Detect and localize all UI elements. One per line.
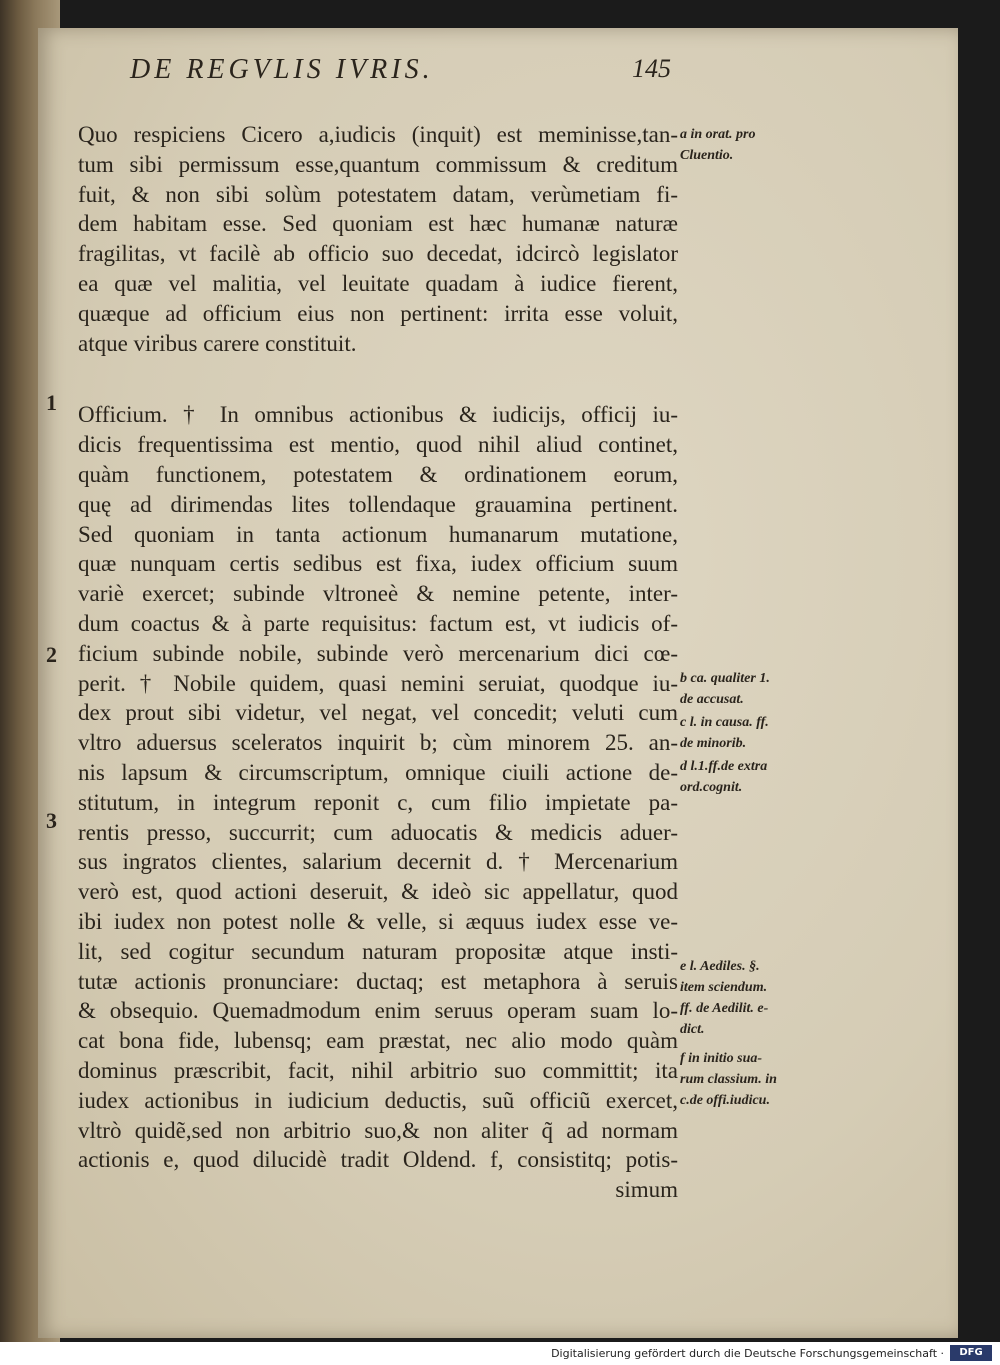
text-line: quàm functionem, potestatem & ordinationem eorum, (78, 461, 678, 487)
text-line: ficium subinde nobile, subinde verò mercenarium dici cœ- (78, 640, 678, 666)
text-line: verò est, quod actioni deseruit, & ideò sic appellatur, quod (78, 879, 678, 905)
text-line: atque viribus carere constituit. (78, 330, 357, 356)
marginal-note-b (680, 668, 840, 710)
note-line: e l. Aediles. §. (680, 959, 760, 974)
text-line: iudex actionibus in iudicium deductis, suũ officiũ exercet, (78, 1087, 678, 1113)
text-line: dominus præscribit, facit, nihil arbitrio suo committit; ita (78, 1057, 678, 1083)
dfg-logo: DFG (950, 1345, 992, 1361)
note-line: de minorib. (680, 736, 747, 751)
main-text (78, 120, 678, 1205)
running-head: DE REGVLIS IVRIS. (130, 54, 434, 85)
text-line: dum coactus & à parte requisitus: factum est, vt iudicis of- (78, 610, 678, 636)
paragraph-2 (78, 400, 678, 1175)
text-line: rentis presso, succurrit; cum aduocatis & medicis aduer- (78, 819, 678, 845)
note-line: de accusat. (680, 692, 744, 707)
text-line: quæ nunquam certis sedibus est fixa, iudex officium suum (78, 551, 678, 577)
text-line: & obsequio. Quemadmodum enim seruus operam suam lo- (78, 998, 678, 1024)
digitization-footer (0, 1342, 1000, 1365)
text-line: fuit, & non sibi solùm potestatem datam, verùmetiam fi- (78, 181, 678, 207)
note-line: a in orat. pro (680, 127, 756, 142)
margin-number-3: 3 (46, 808, 57, 833)
text-line: Sed quoniam in tanta actionum humanarum mutatione, (78, 521, 678, 547)
note-line: c l. in causa. ff. (680, 715, 769, 730)
text-line: stitutum, in integrum reponit c, cum filio impietate pa- (78, 789, 678, 815)
text-line: quæque ad officium eius non pertinent: irrita esse voluit, (78, 300, 678, 326)
note-line: dict. (680, 1022, 705, 1037)
text-line: tutæ actionis pronunciare: ductaq; est metaphora à seruis (78, 968, 678, 994)
text-line: ea quæ vel malitia, vel leuitate quadam à iudice fierent, (78, 270, 678, 296)
marginal-note-a (680, 124, 840, 166)
text-line: variè exercet; subinde vltroneè & nemine petente, inter- (78, 581, 678, 607)
margin-number-1: 1 (46, 390, 57, 415)
note-line: f in initio sua- (680, 1051, 763, 1066)
marginal-note-f (680, 1048, 840, 1111)
text-line: ibi iudex non potest nolle & velle, si æquus iudex esse ve- (78, 908, 678, 934)
text-line: actionis e, quod dilucidè tradit Oldend. f, consistitq; potis- (78, 1147, 678, 1173)
text-line: nis lapsum & circumscriptum, omnique ciuili actione de- (78, 759, 678, 785)
text-line: quę ad dirimendas lites tollendaque grauamina pertinent. (78, 491, 678, 517)
paragraph-gap (78, 358, 678, 400)
text-line: tum sibi permissum esse,quantum commissum & creditum (78, 151, 678, 177)
text-line: dex prout sibi videtur, vel negat, vel concedit; veluti cum (78, 700, 678, 726)
text-line: cat bona fide, lubensq; eam præstat, nec alio modo quàm (78, 1028, 678, 1054)
text-line: vltrò quidẽ,sed non arbitrio suo,& non aliter q̃ ad normam (78, 1117, 678, 1143)
note-line: Cluentio. (680, 148, 734, 163)
text-line: lit, sed cogitur secundum naturam propositæ atque insti- (78, 938, 678, 964)
note-line: b ca. qualiter 1. (680, 671, 770, 686)
marginal-note-d (680, 756, 840, 798)
note-line: c.de offi.iudicu. (680, 1093, 770, 1108)
text-line: Officium. † In omnibus actionibus & iudicijs, officij iu- (78, 402, 678, 428)
text-line: vltro aduersus sceleratos inquirit b; cùm minorem 25. an- (78, 730, 678, 756)
text-line: fragilitas, vt facilè ab officio suo decedat, idcircò legislator (78, 241, 678, 267)
note-line: d l.1.ff.de extra (680, 759, 768, 774)
margin-number-2: 2 (46, 642, 57, 667)
text-line: perit. † Nobile quidem, quasi nemini seruiat, quodque iu- (78, 670, 678, 696)
note-line: item sciendum. (680, 980, 768, 995)
catchword: simum (615, 1177, 678, 1203)
marginal-note-e (680, 956, 840, 1040)
text-line: Quo respiciens Cicero a,iudicis (inquit) est meminisse,tan- (78, 122, 678, 147)
marginal-note-c (680, 712, 840, 754)
note-line: rum classium. in (680, 1072, 777, 1087)
note-line: ff. de Aedilit. e- (680, 1001, 769, 1016)
footer-credit: Digitalisierung gefördert durch die Deutsche Forschungsgemeinschaft · (551, 1347, 944, 1360)
text-line: dem habitam esse. Sed quoniam est hæc humanæ naturæ (78, 211, 678, 237)
text-line: sus ingratos clientes, salarium decernit d. † Mercenarium (78, 849, 678, 875)
text-line: dicis frequentissima est mentio, quod nihil aliud continet, (78, 432, 678, 458)
page-number: 145 (632, 54, 671, 83)
paragraph-1 (78, 120, 678, 358)
note-line: ord.cognit. (680, 780, 743, 795)
